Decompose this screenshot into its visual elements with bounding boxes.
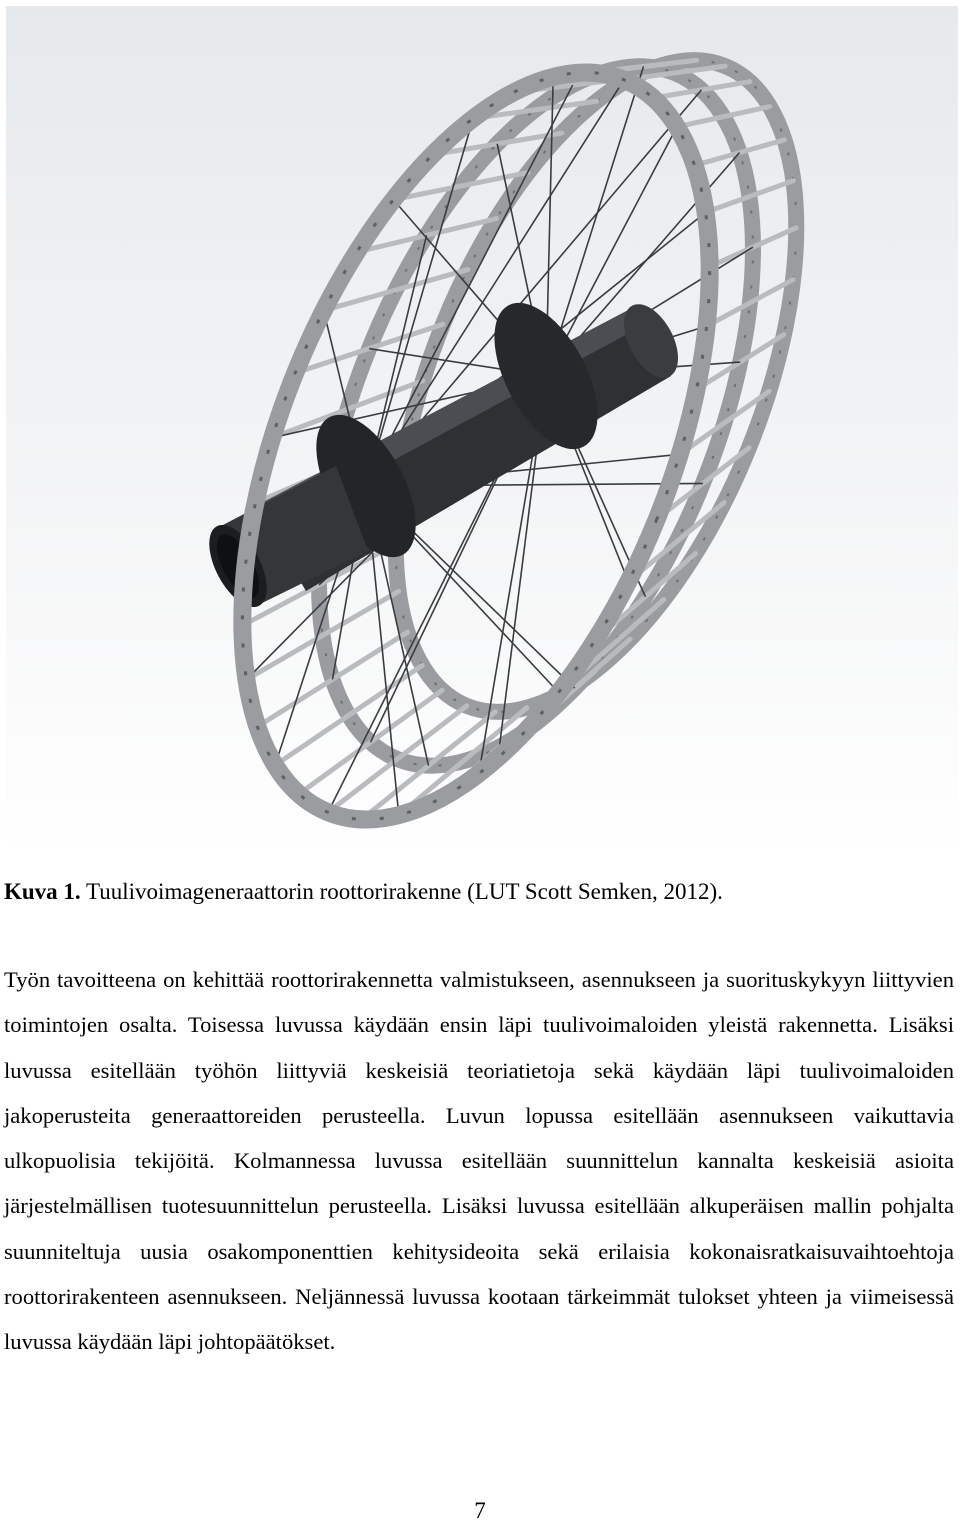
rotor-cad-render (6, 6, 958, 858)
figure-caption (4, 872, 954, 912)
rotor-structure-figure (6, 6, 958, 858)
body-paragraph: Työn tavoitteena on kehittää roottorirakennetta valmistukseen, asennukseen ja suorituskykyyn liittyvien toimintojen osalta. Toisessa luvussa käydään ensin läpi tuulivoimaloiden yleistä rakennetta. Lisäksi luvussa esitellään työhön liittyviä keskeisiä teoriatietoja sekä käydään läpi tuulivoimaloiden jakoperusteita generaattoreiden perusteella. Luvun lopussa esitellään asennukseen vaikuttavia ulkopuolisia tekijöitä. Kolmannessa luvussa esitellään suunnittelun kannalta keskeisiä asioita järjestelmällisen tuotesuunnittelun perusteella. Lisäksi luvussa esitellään alkuperäisen mallin pohjalta suunniteltuja uusia osakomponenttien kehitysideoita sekä erilaisia kokonaisratkaisuvaihtoehtoja roottorirakenteen asennukseen. Neljännessä luvussa kootaan tärkeimmät tulokset yhteen ja viimeisessä luvussa käydään läpi johtopäätökset. (4, 967, 954, 1355)
figure-caption-label: Kuva 1. (4, 879, 81, 904)
figure-caption-text: Tuulivoimageneraattorin roottorirakenne (LUT Scott Semken, 2012). (86, 879, 723, 904)
page-number: 7 (474, 1498, 486, 1523)
